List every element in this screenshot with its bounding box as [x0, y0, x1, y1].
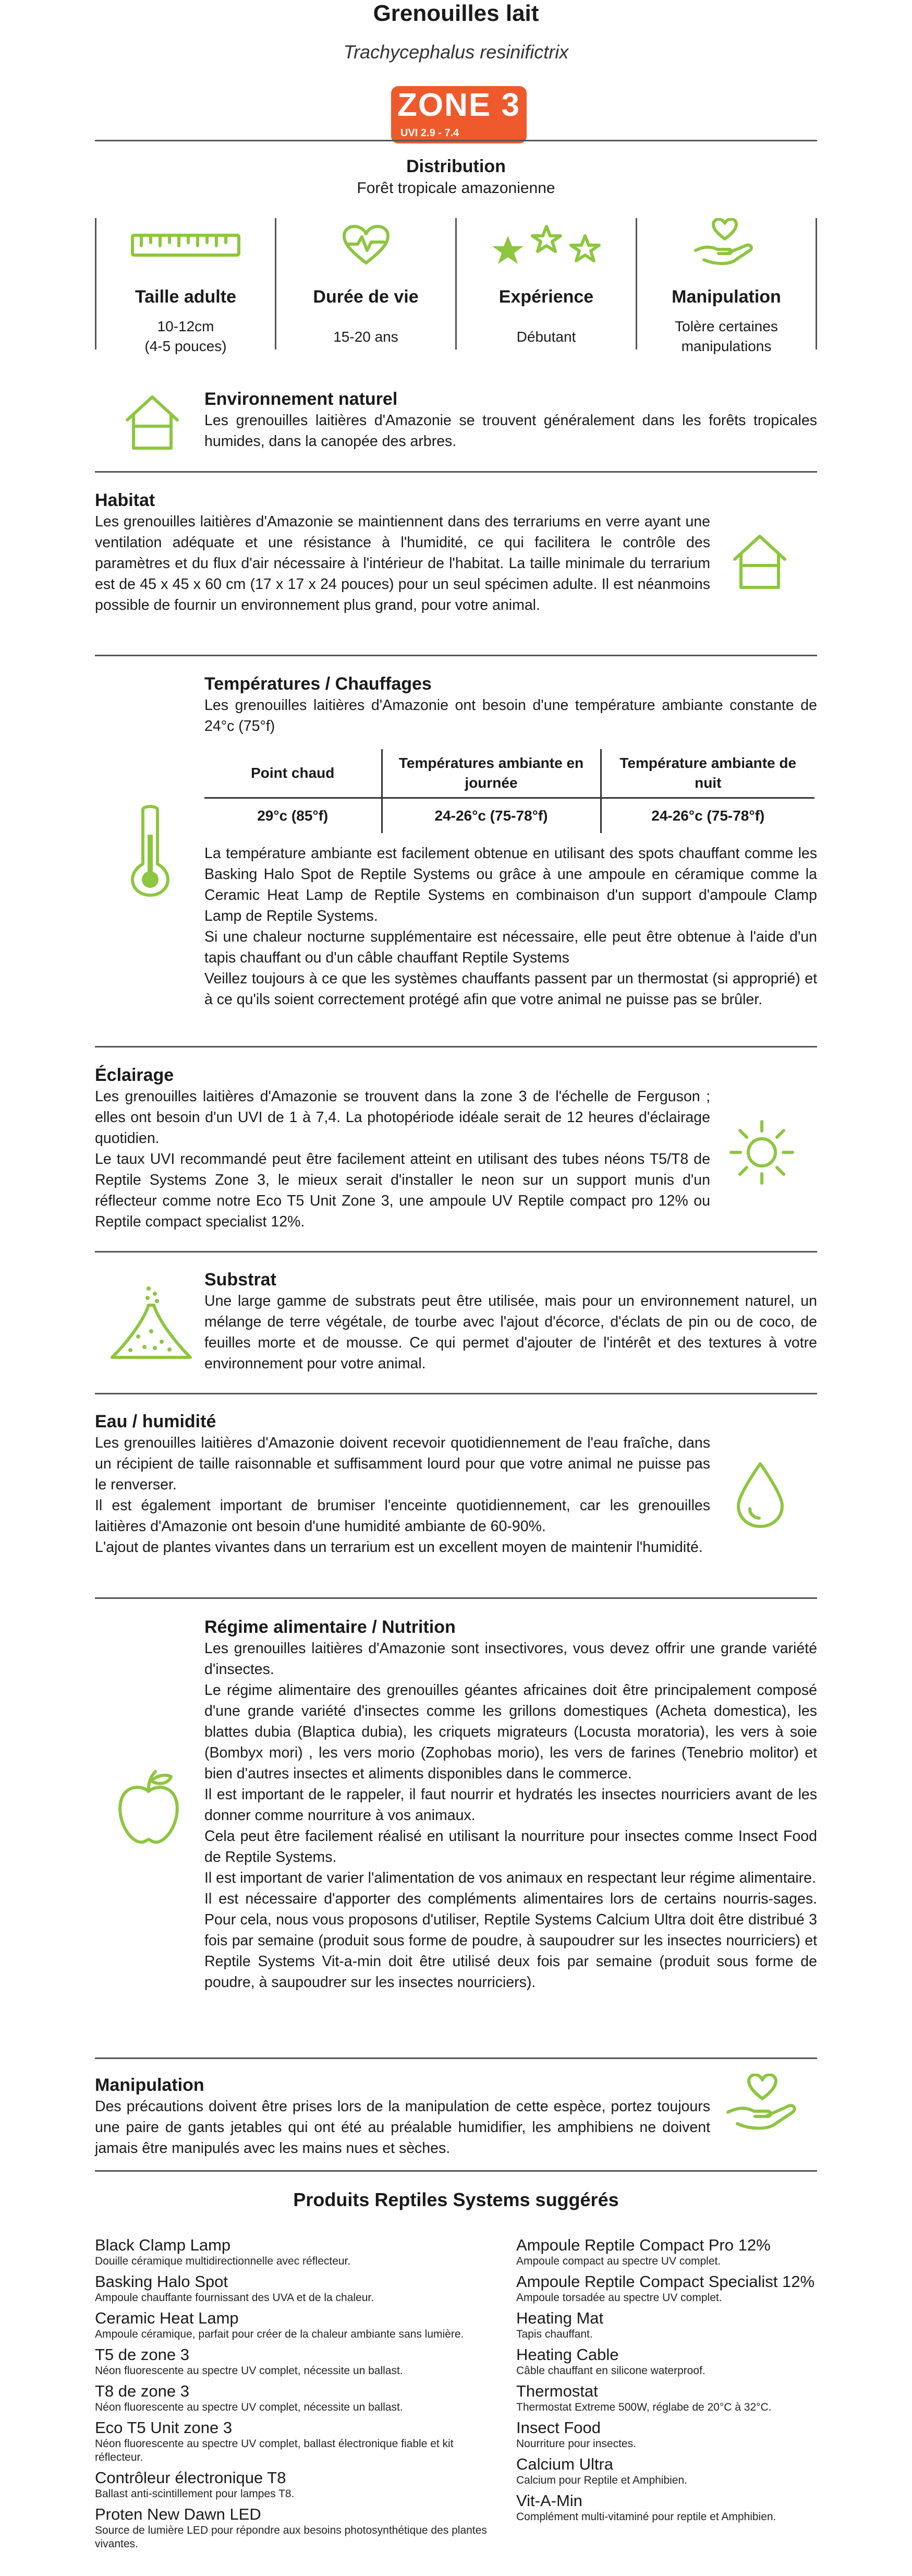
lighting-body — [95, 1086, 710, 1232]
list-item — [516, 2455, 817, 2487]
substrate-heading: Substrat — [204, 1270, 276, 1290]
product-desc: Nourriture pour insectes. — [516, 2438, 636, 2450]
stat-lifespan — [276, 224, 455, 347]
paragraph: Les grenouilles laitières d'Amazonie doivent recevoir quotidiennement de l'eau fraîche, dans un récipient de taille raisonnable et suffisamment lourd pour que votre animal ne puisse pas le renverser. — [95, 1435, 710, 1493]
temperatures-heading: Températures / Chauffages — [204, 674, 432, 694]
paragraph: Les grenouilles laitières d'Amazonie se trouvent dans la zone 3 de l'échelle de Ferguson ; elles ont besoin d'un UVI de 1 à 7,4. La photopériode idéale serait de 12 heures d'éclairage quotidien. — [95, 1088, 710, 1147]
list-item — [516, 2418, 817, 2451]
temperature-table — [204, 749, 814, 833]
zone-label: ZONE 3 — [397, 87, 520, 123]
water-heading: Eau / humidité — [95, 1412, 216, 1431]
product-desc: Source de lumière LED pour répondre aux besoins photosynthétique des plantes vivantes. — [95, 2524, 487, 2550]
list-item — [95, 2469, 491, 2501]
divider — [95, 655, 817, 656]
product-name: Calcium Ultra — [516, 2455, 614, 2473]
ruler-icon — [96, 224, 275, 266]
product-name: Ampoule Reptile Compact Specialist 12% — [516, 2272, 815, 2291]
distribution-value: Forêt tropicale amazonienne — [357, 179, 555, 197]
product-desc: Ampoule torsadée au spectre UV complet. — [516, 2292, 722, 2304]
divider — [95, 1046, 817, 1048]
stars-icon — [457, 224, 636, 266]
house-icon — [733, 533, 787, 591]
product-desc: Ampoule chauffante fournissant des UVA et de la chaleur. — [95, 2292, 374, 2304]
list-item — [516, 2309, 817, 2341]
product-name: Proten New Dawn LED — [95, 2505, 261, 2523]
latin-name: Trachycephalus resinifictrix — [343, 41, 569, 63]
list-item — [95, 2272, 491, 2305]
paragraph: Le taux UVI recommandé peut être facilement atteint en utilisant des tubes néons T5/T8 de Reptile Systems Zone 3, le mieux serait d'installer le neon sur un support munis d'un réflecteur comme notre Eco T5 Unit Zone 3, une ampoule UV Reptile compact pro 12% ou Reptile compact specialist 12%. — [95, 1151, 710, 1230]
paragraph: Il est nécessaire d'apporter des compléments alimentaires lors de certains nourris-sages. Pour cela, nous vous proposons d'utiliser, Reptile Systems Calcium Ultra doit être distribué 3 fois par semaine (produit sous forme de poudre, à saupoudrer sur les insectes nourriciers) et Reptile Systems Vit-a-min doit être utilisé deux fois par semaine (produit sous forme de poudre, à saupoudrer sur les insectes nourriciers). — [204, 1891, 817, 1991]
habitat-text: Les grenouilles laitières d'Amazonie se maintiennent dans des terrariums en verre ayant une ventilation adéquate et une résistance à l'humidité, ce qui facilitera le contrôle des paramètres et du flux d'air nécessaire à l'intérieur de l'habitat. La taille minimale du terrarium est de 45 x 45 x 60 cm (17 x 17 x 24 pouces) pour un seul spécimen adulte. Il est néanmoins possible de fournir un environnement plus grand, pour votre animal. — [95, 513, 710, 613]
water-drop-icon — [734, 1461, 786, 1528]
product-desc: Ampoule céramique, parfait pour créer de la chaleur ambiante sans lumière. — [95, 2328, 464, 2340]
substrate-pile-icon — [107, 1284, 196, 1363]
list-item — [95, 2418, 491, 2464]
house-icon — [125, 394, 179, 451]
substrate-text: Une large gamme de substrats peut être utilisée, mais pour un environnement naturel, un mélange de terre végétale, de tourbe avec l'ajout d'écorce, d'éclats de pin ou de coco, de feuilles morte et de mousse. Ce qui permet d'ajouter de l'intérêt et des textures à votre environnement pour votre animal. — [204, 1293, 817, 1372]
product-desc: Thermostat Extreme 500W, réglabe de 20°C à 32°C. — [516, 2401, 772, 2413]
product-desc: Néon fluorescente au spectre UV complet, nécessite un ballast. — [95, 2365, 403, 2377]
list-item — [516, 2345, 817, 2378]
temperatures-body — [204, 843, 817, 1010]
product-desc: Câble chauffant en silicone waterproof. — [516, 2365, 706, 2377]
uvi-label: UVI 2.9 - 7.4 — [400, 127, 459, 139]
diet-heading: Régime alimentaire / Nutrition — [204, 1617, 456, 1637]
list-item — [95, 2236, 491, 2268]
list-item — [95, 2345, 491, 2378]
products-left-column — [95, 2236, 491, 2555]
environment-text: Les grenouilles laitières d'Amazonie se trouvent généralement dans les forêts tropicales humides, dans la canopée des arbres. — [204, 412, 817, 450]
stat-experience — [457, 224, 636, 347]
divider — [95, 2057, 817, 2059]
paragraph: Le régime alimentaire des grenouilles géantes africaines doit être principalement composé d'une grande variété d'insectes comme les grillons domestiques (Acheta domestica), les blattes dubia (Blaptica dubia), les criquets migrateurs (Locusta moratoria), les vers à soie (Bombyx mori) , les vers morio (Zophobas morio), les vers de farines (Tenebrio molitor) et bien d'autres insectes et aliments disponibles dans le commerce. — [204, 1682, 817, 1782]
apple-icon — [115, 1768, 183, 1847]
temperatures-intro: Les grenouilles laitières d'Amazonie ont besoin d'une température ambiante constante de 24°c (75°f) — [204, 697, 817, 735]
hand-heart-icon — [725, 2074, 803, 2131]
divider — [816, 218, 817, 350]
products-heading: Produits Reptiles Systems suggérés — [293, 2189, 619, 2210]
paragraph: Si une chaleur nocturne supplémentaire est nécessaire, elle peut être obtenue à l'aide d'un tapis chauffant ou d'un câble chauffant Reptile Systems — [204, 929, 817, 966]
product-name: Eco T5 Unit zone 3 — [95, 2418, 233, 2437]
product-name: T8 de zone 3 — [95, 2382, 189, 2400]
heart-pulse-icon — [276, 224, 455, 266]
hand-heart-icon — [637, 218, 816, 266]
product-name: Insect Food — [516, 2418, 601, 2437]
paragraph: Il est important de le rappeler, il faut nourrir et hydratés les insectes nourriciers avant de les donner comme nourriture à vos animaux. — [204, 1786, 817, 1824]
divider — [95, 2170, 817, 2172]
product-name: T5 de zone 3 — [95, 2345, 189, 2364]
table-cell: 24-26°c (75-78°f) — [382, 798, 601, 834]
product-name: Contrôleur électronique T8 — [95, 2469, 286, 2487]
stat-label: Manipulation — [672, 287, 781, 307]
list-item — [516, 2272, 817, 2305]
product-desc: Ballast anti-scintillement pour lampes T8. — [95, 2488, 295, 2500]
table-header: Températures ambiante en journée — [382, 749, 601, 798]
paragraph: Il est important de varier l'alimentation de vos animaux en respectant leur régime alimentaire. — [204, 1870, 816, 1886]
product-name: Heating Cable — [516, 2345, 619, 2364]
divider — [95, 1393, 817, 1394]
distribution-heading: Distribution — [406, 157, 506, 176]
product-name: Black Clamp Lamp — [95, 2236, 231, 2254]
product-name: Basking Halo Spot — [95, 2272, 228, 2291]
table-cell: 24-26°c (75-78°f) — [601, 798, 814, 834]
list-item — [516, 2491, 817, 2524]
lighting-heading: Éclairage — [95, 1065, 174, 1085]
product-desc: Calcium pour Reptile et Amphibien. — [516, 2474, 688, 2486]
stat-value: Débutant — [516, 329, 576, 345]
product-desc: Tapis chauffant. — [516, 2328, 593, 2340]
handling-heading: Manipulation — [95, 2075, 204, 2095]
stat-label: Taille adulte — [135, 287, 236, 307]
list-item — [516, 2236, 817, 2268]
divider — [95, 1251, 817, 1253]
paragraph: La température ambiante est facilement obtenue en utilisant des spots chauffant comme les Basking Halo Spot de Reptile Systems ou grâce à une ampoule en céramique comme la Ceramic Heat Lamp de Reptile Systems en combinaison d'un support d'ampoule Clamp Lamp de Reptile Systems. — [204, 845, 817, 924]
products-right-column — [516, 2236, 817, 2528]
table-header: Température ambiante de nuit — [601, 749, 814, 798]
stat-value: manipulations — [681, 338, 772, 354]
environment-heading: Environnement naturel — [204, 389, 398, 409]
product-name: Ceramic Heat Lamp — [95, 2309, 239, 2327]
product-name: Heating Mat — [516, 2309, 604, 2327]
product-name: Vit-A-Min — [516, 2491, 582, 2510]
stat-value: 15-20 ans — [333, 329, 398, 345]
sun-icon — [729, 1120, 795, 1185]
product-name: Thermostat — [516, 2382, 598, 2400]
diet-body — [204, 1638, 817, 1993]
product-desc: Ampoule compact au spectre UV complet. — [516, 2255, 721, 2267]
stat-label: Expérience — [498, 287, 594, 307]
handling-text: Des précautions doivent être prises lors de la manipulation de cette espèce, portez toujours une paire de gants jetables qui ont été au préalable humidifier, les amphibiens ne doivent jamais être manipulés avec les mains nues et sèches. — [95, 2098, 710, 2157]
stat-size — [96, 224, 275, 356]
table-cell: 29°c (85°f) — [257, 808, 329, 824]
stat-value: (4-5 pouces) — [144, 338, 227, 354]
zone-badge — [391, 86, 527, 143]
stat-handling — [637, 218, 816, 356]
product-name: Ampoule Reptile Compact Pro 12% — [516, 2236, 771, 2254]
product-desc: Néon fluorescente au spectre UV complet, ballast électronique fiable et kit réflecteur. — [95, 2438, 454, 2463]
divider — [95, 140, 817, 141]
paragraph: Il est également important de brumiser l'enceinte quotidiennement, car les grenouilles laitières d'Amazonie ont besoin d'une humidité ambiante de 60-90%. — [95, 1497, 710, 1535]
page-title: Grenouilles lait — [373, 1, 539, 26]
paragraph: Cela peut être facilement réalisé en utilisant la nourriture pour insectes comme Insect Food de Reptile Systems. — [204, 1828, 817, 1865]
paragraph: Veillez toujours à ce que les systèmes chauffants passent par un thermostat (si approprié) et à ce qu'ils soient correctement protégé afin que votre animal ne puisse pas se brûler. — [204, 970, 817, 1008]
list-item — [516, 2382, 817, 2414]
list-item — [95, 2382, 491, 2414]
paragraph: L'ajout de plantes vivantes dans un terrarium est un excellent moyen de maintenir l'humidité. — [95, 1539, 703, 1556]
list-item — [95, 2309, 491, 2341]
product-desc: Douille céramique multidirectionnelle avec réflecteur. — [95, 2255, 351, 2267]
divider — [95, 471, 817, 473]
divider — [95, 1597, 817, 1599]
product-desc: Néon fluorescente au spectre UV complet, nécessite un ballast. — [95, 2401, 403, 2413]
stat-value: Tolère certaines — [675, 318, 778, 334]
thermometer-icon — [130, 803, 170, 897]
list-item — [95, 2505, 491, 2551]
table-header: Point chaud — [204, 749, 382, 798]
habitat-heading: Habitat — [95, 490, 155, 510]
paragraph: Les grenouilles laitières d'Amazonie sont insectivores, vous devez offrir une grande variété d'insectes. — [204, 1640, 817, 1678]
product-desc: Complément multi-vitaminé pour reptile et Amphibien. — [516, 2511, 776, 2523]
water-body — [95, 1433, 710, 1558]
stat-value: 10-12cm — [157, 318, 214, 334]
stat-label: Durée de vie — [313, 287, 419, 307]
